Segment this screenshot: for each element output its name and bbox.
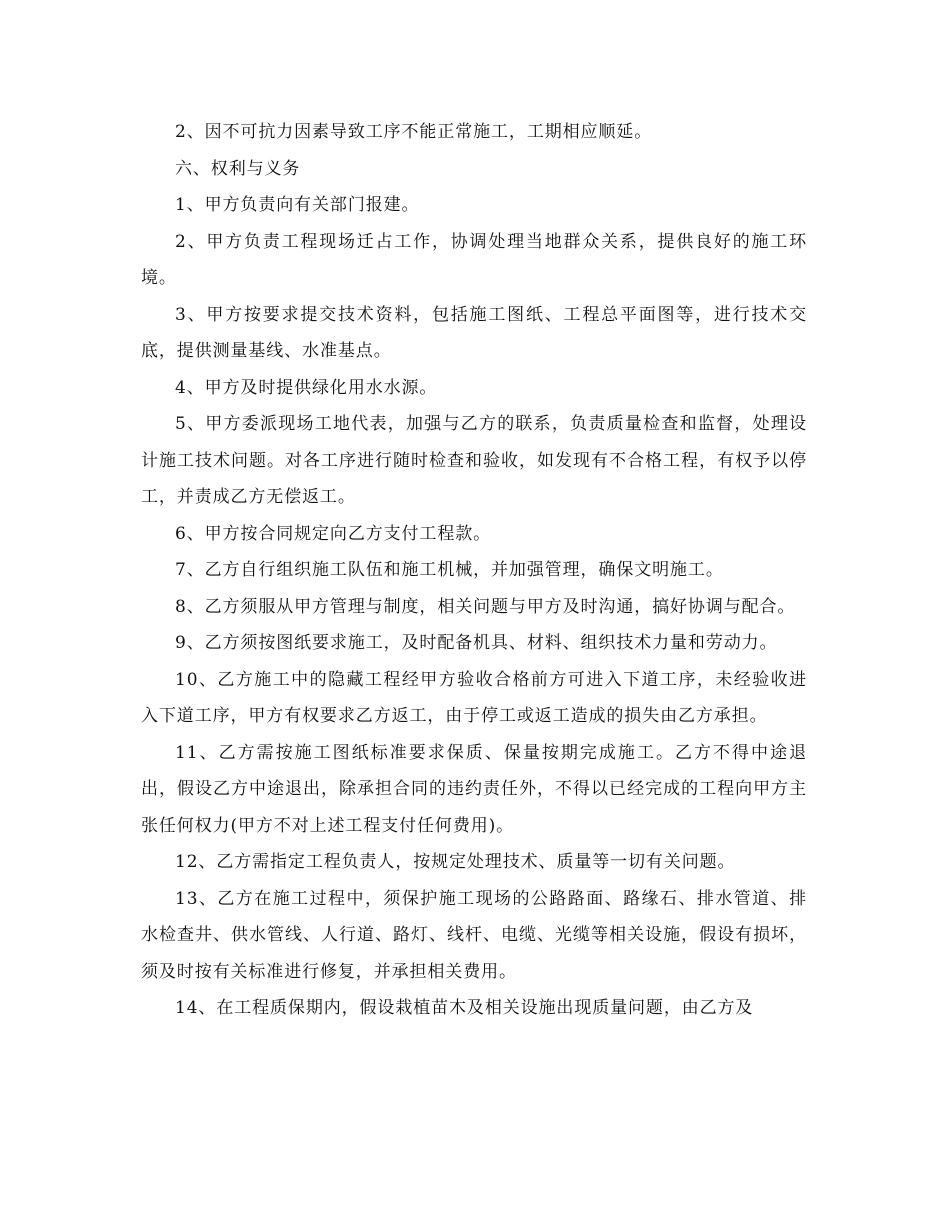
paragraph-clause-9: 9、乙方须按图纸要求施工，及时配备机具、材料、组织技术力量和劳动力。 xyxy=(175,633,778,653)
section-heading-rights-obligations: 六、权利与义务 xyxy=(175,158,301,179)
paragraph-clause-13: 13、乙方在施工过程中，须保护施工现场的公路路面、路缘石、排水管道、排水检查井、供水管线、人行道、路灯、线杆、电缆、光缆等相关设施，假设有损坏，须及时按有关标准进行修复，并承担相关费用。 xyxy=(141,888,807,982)
paragraph-clause-2: 2、甲方负责工程现场迁占工作，协调处理当地群众关系，提供良好的施工环境。 xyxy=(141,231,807,288)
paragraph-clause-1: 1、甲方负责向有关部门报建。 xyxy=(175,195,420,215)
paragraph-clause-4: 4、甲方及时提供绿化用水水源。 xyxy=(175,377,438,398)
paragraph-clause-5: 5、甲方委派现场工地代表，加强与乙方的联系，负责质量检查和监督，处理设计施工技术问题。对各工序进行随时检查和验收，如发现有不合格工程，有权予以停工，并责成乙方无偿返工。 xyxy=(141,414,807,507)
contract-body xyxy=(141,114,807,1027)
paragraph-clause-12: 12、乙方需指定工程负责人，按规定处理技术、质量等一切有关问题。 xyxy=(175,852,736,872)
paragraph-clause-6: 6、甲方按合同规定向乙方支付工程款。 xyxy=(175,523,492,544)
paragraph-force-majeure: 2、因不可抗力因素导致工序不能正常施工，工期相应顺延。 xyxy=(175,122,653,142)
paragraph-clause-11: 11、乙方需按施工图纸标准要求保质、保量按期完成施工。乙方不得中途退出，假设乙方中途退出，除承担合同的违约责任外，不得以已经完成的工程向甲方主张任何权力(甲方不对上述工程支付任何费用)。 xyxy=(141,742,807,836)
paragraph-clause-7: 7、乙方自行组织施工队伍和施工机械，并加强管理，确保文明施工。 xyxy=(175,560,724,580)
paragraph-clause-3: 3、甲方按要求提交技术资料，包括施工图纸、工程总平面图等，进行技术交底，提供测量基线、水准基点。 xyxy=(141,304,807,361)
paragraph-clause-14: 14、在工程质保期内，假设栽植苗木及相关设施出现质量问题，由乙方及 xyxy=(175,998,754,1018)
paragraph-clause-10: 10、乙方施工中的隐藏工程经甲方验收合格前方可进入下道工序，未经验收进入下道工序，甲方有权要求乙方返工，由于停工或返工造成的损失由乙方承担。 xyxy=(141,669,807,726)
paragraph-clause-8: 8、乙方须服从甲方管理与制度，相关问题与甲方及时沟通，搞好协调与配合。 xyxy=(175,596,796,617)
